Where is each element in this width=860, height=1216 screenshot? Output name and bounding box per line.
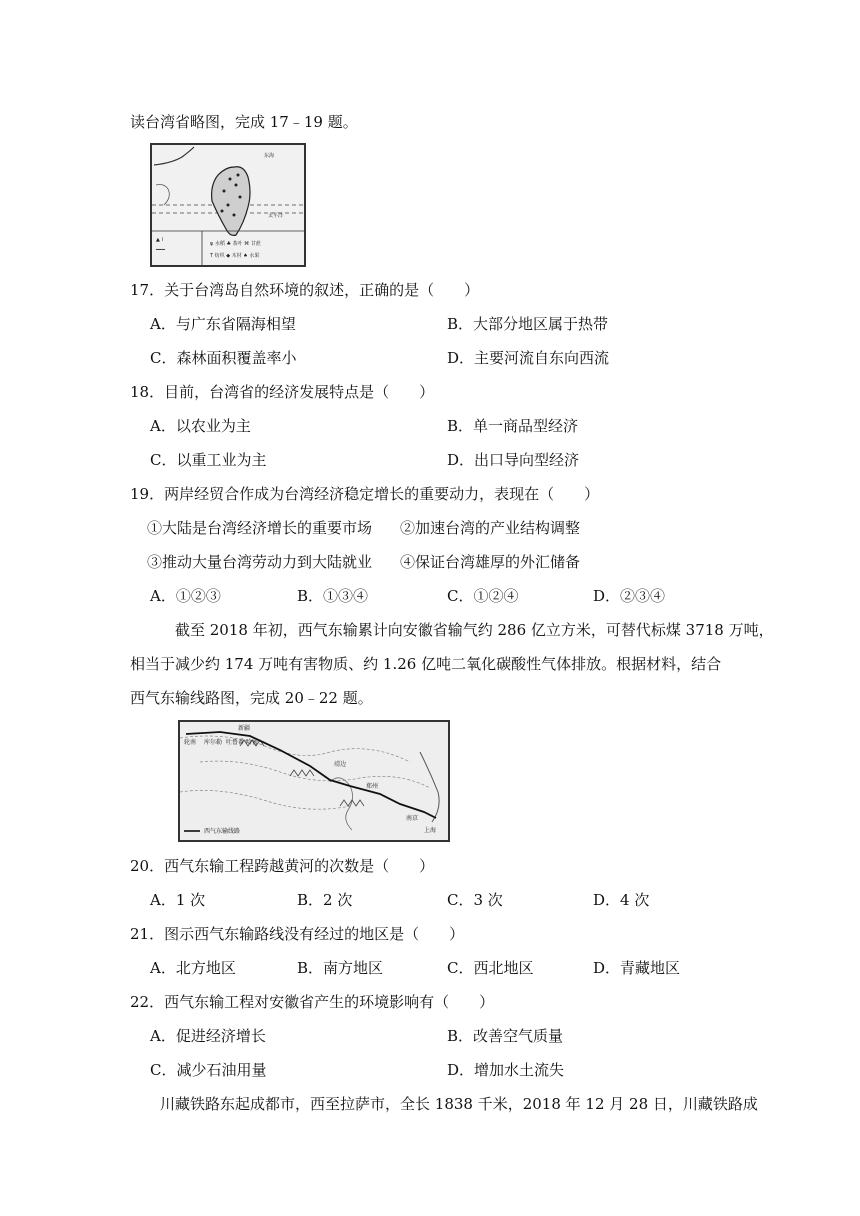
q19-option-b[interactable]: B．①③④ [297, 587, 369, 605]
q20-option-d[interactable]: D．4 次 [593, 891, 650, 909]
map-label-korla: 库尔勒 [204, 739, 223, 746]
q21-option-b[interactable]: B．南方地区 [297, 959, 384, 977]
q19-item-4: ④保证台湾雄厚的外汇储备 [400, 553, 581, 571]
q22-option-b[interactable]: B．改善空气质量 [447, 1027, 564, 1045]
q21-option-d[interactable]: D．青藏地区 [593, 959, 681, 977]
map-label-lunnan: 轮南 [184, 739, 197, 746]
q21-stem: 21．图示西气东输路线没有经过的地区是（ ） [130, 925, 465, 943]
map-label-jingbian: 靖边 [334, 761, 347, 768]
q17-option-a[interactable]: A．与广东省隔海相望 [150, 315, 296, 333]
passage-gas-line1: 截至 2018 年初，西气东输累计向安徽省输气约 286 亿立方米，可替代标煤 3718 万吨， [175, 621, 774, 639]
map-label-shanghai: 上海 [424, 827, 437, 834]
intro-taiwan: 读台湾省略图，完成 17﹣19 题。 [130, 113, 358, 131]
q17-stem: 17．关于台湾岛自然环境的叙述，正确的是（ ） [130, 281, 480, 299]
svg-text:东海: 东海 [264, 153, 275, 159]
map-legend-label: 西气东输线路 [204, 828, 241, 835]
svg-text:T 纺织 ◆ 木材 ♠ 水果: T 纺织 ◆ 木材 ♠ 水果 [210, 253, 260, 259]
q18-option-a[interactable]: A．以农业为主 [150, 417, 251, 435]
q17-option-d[interactable]: D．主要河流自东向西流 [447, 349, 610, 367]
q19-item-1: ①大陆是台湾经济增长的重要市场 [147, 519, 373, 537]
q20-stem: 20．西气东输工程跨越黄河的次数是（ ） [130, 857, 435, 875]
map-label-zhengzhou: 郑州 [366, 783, 379, 790]
q19-item-2: ②加速台湾的产业结构调整 [400, 519, 581, 537]
q22-stem: 22．西气东输工程对安徽省产生的环境影响有（ ） [130, 993, 495, 1011]
q18-option-d[interactable]: D．出口导向型经济 [447, 451, 580, 469]
passage-gas-line3: 西气东输线路图，完成 20﹣22 题。 [130, 689, 373, 707]
q19-stem: 19．两岸经贸合作成为台湾经济稳定增长的重要动力，表现在（ ） [130, 485, 600, 503]
q22-option-a[interactable]: A．促进经济增长 [150, 1027, 266, 1045]
q18-option-b[interactable]: B．单一商品型经济 [447, 417, 579, 435]
q19-option-c[interactable]: C．①②④ [447, 587, 519, 605]
svg-text:━━━: ━━━ [156, 247, 166, 253]
q19-option-d[interactable]: D．②③④ [593, 587, 666, 605]
passage-gas-line2: 相当于减少约 174 万吨有害物质、约 1.26 亿吨二氧化碳酸性气体排放。根据材料，结合 [130, 655, 722, 673]
q18-option-c[interactable]: C．以重工业为主 [150, 451, 267, 469]
map-label-turpan: 吐鲁番 [226, 739, 245, 746]
q19-option-a[interactable]: A．①②③ [150, 587, 221, 605]
q22-option-d[interactable]: D．增加水土流失 [447, 1061, 565, 1079]
q20-option-b[interactable]: B．2 次 [297, 891, 353, 909]
map-label-xinjiang: 新疆 [238, 725, 251, 732]
q20-option-c[interactable]: C．3 次 [447, 891, 503, 909]
q22-option-c[interactable]: C．减少石油用量 [150, 1061, 267, 1079]
q21-option-a[interactable]: A．北方地区 [150, 959, 236, 977]
q19-item-3: ③推动大量台湾劳动力到大陆就业 [147, 553, 373, 571]
q17-option-b[interactable]: B．大部分地区属于热带 [447, 315, 609, 333]
map-label-hami: 哈密 [246, 739, 259, 746]
svg-text:ψ 水稻 ♣ 茶叶 ⌘ 甘蔗: ψ 水稻 ♣ 茶叶 ⌘ 甘蔗 [210, 241, 261, 247]
q21-option-c[interactable]: C．西北地区 [447, 959, 534, 977]
gas-pipeline-map [178, 720, 450, 842]
q20-option-a[interactable]: A．1 次 [150, 891, 206, 909]
svg-text:▲ ⌇: ▲ ⌇ [156, 237, 164, 243]
svg-text:太平洋: 太平洋 [268, 213, 284, 219]
taiwan-map [150, 143, 306, 267]
q18-stem: 18．目前，台湾省的经济发展特点是（ ） [130, 383, 435, 401]
q17-option-c[interactable]: C．森林面积覆盖率小 [150, 349, 297, 367]
map-label-nanjing: 南京 [406, 815, 419, 822]
passage-rail-line1: 川藏铁路东起成都市，西至拉萨市，全长 1838 千米，2018 年 12 月 28 日，川藏铁路成 [160, 1095, 758, 1113]
